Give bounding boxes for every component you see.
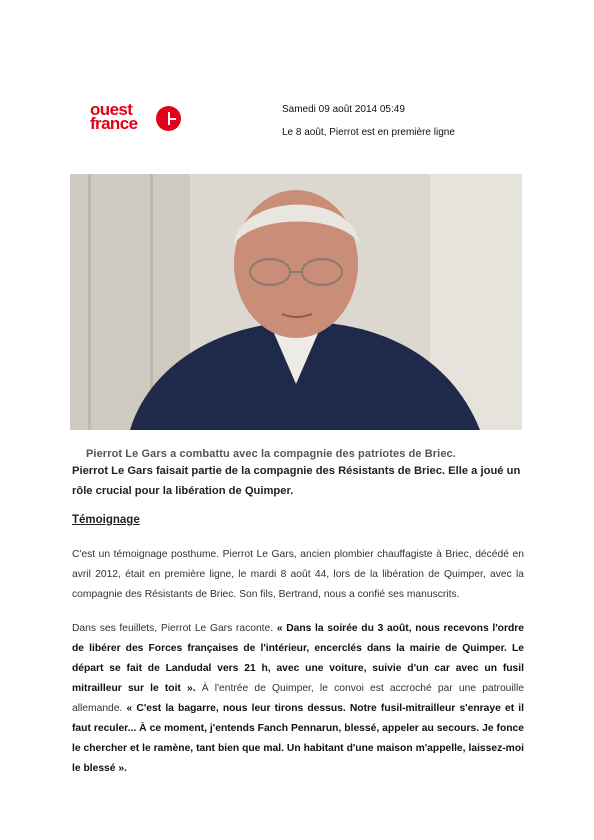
logo-wordmark [90,100,138,133]
photo-caption: Pierrot Le Gars a combattu avec la compagnie des patriotes de Briec. [86,448,456,460]
paragraph-2-quote-2: « C'est la bagarre, nous leur tirons dessus. Notre fusil-mitrailleur s'enraye et il faut reculer... À ce moment, j'entends Fanch Pennarun, blessé, appeler au secours. Je fonce le chercher et le ramène, tant bien que mal. Un habitant d'une maison m'appelle, laissez-moi le blessé ». [72,703,524,774]
logo-emblem-icon [156,106,181,131]
article-paragraph-1: C'est un témoignage posthume. Pierrot Le Gars, ancien plombier chauffagiste à Briec, décédé en avril 2012, était en première ligne, le mardi 8 août 44, lors de la libération de Quimper, avec la compagnie des Résistants de Briec. Son fils, Bertrand, nous a confié ses manuscrits. [72,549,524,600]
article-headline: Le 8 août, Pierrot est en première ligne [282,127,455,138]
section-title: Témoignage [72,514,140,526]
paragraph-2-middle: À l'entrée de Quimper, le convoi est accroché par une patrouille allemande. [72,683,524,714]
article-date: Samedi 09 août 2014 05:49 [282,104,405,115]
logo-line-2: france [90,114,138,133]
paragraph-2-intro: Dans ses feuillets, Pierrot Le Gars raconte. [72,623,277,634]
article-lead: Pierrot Le Gars faisait partie de la compagnie des Résistants de Briec. Elle a joué un rôle crucial pour la libération de Quimper. [72,465,521,497]
logo-line-1: ouest [90,100,133,119]
ouest-france-logo [90,100,190,143]
paragraph-2-quote-1: « Dans la soirée du 3 août, nous recevons l'ordre de libérer des Forces françaises de l'intérieur, encerclés dans la mairie de Quimper. Le départ se fait de Landudal vers 21 h, avec une voiture, suivie d'un car avec un fusil mitrailleur sur le toit ». [72,623,524,694]
article-photo [70,174,522,430]
article-paragraph-2 [72,619,524,779]
